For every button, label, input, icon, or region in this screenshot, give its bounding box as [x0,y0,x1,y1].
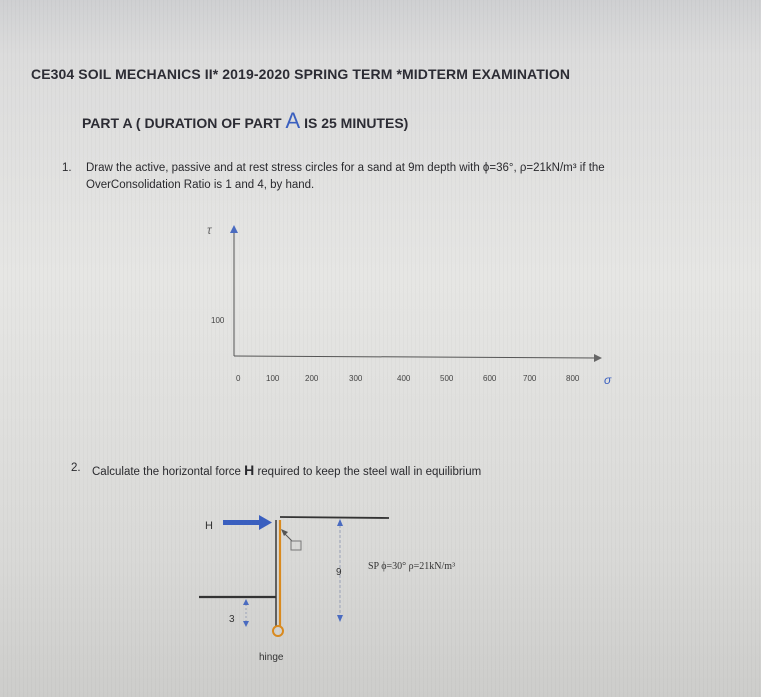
part-title-prefix: PART A ( DURATION OF PART [82,115,286,131]
question-1-text-line-1: Draw the active, passive and at rest stress circles for a sand at 9m depth with ϕ=36°, ρ=21kN/m³ if the [86,162,605,174]
question-2-number: 2. [71,462,81,474]
force-h-arrow-head-icon [259,515,272,530]
hinge-icon [273,626,283,636]
part-letter: A [285,108,301,133]
sigma-tick-600: 600 [483,374,497,383]
depth-3-label: 3 [229,614,235,625]
sigma-tick-800: 800 [566,374,580,383]
question-2-text-after: required to keep the steel wall in equilibrium [254,466,482,478]
sigma-tick-0: 0 [236,374,241,383]
sigma-tick-300: 300 [349,374,363,383]
depth-3-arrow-up-icon [243,599,249,605]
sigma-tick-700: 700 [523,374,537,383]
depth-9-arrow-up-icon [337,519,343,526]
exam-title: CE304 SOIL MECHANICS II* 2019-2020 SPRING TERM *MIDTERM EXAMINATION [31,66,571,82]
annotation-arrow-icon [281,529,288,536]
sigma-axis-label: σ [604,373,612,387]
soil-properties-label: SP ϕ=30° ρ=21kN/m³ [368,561,456,572]
sigma-tick-400: 400 [397,374,411,383]
force-h-label: H [205,520,213,532]
depth-3-arrow-down-icon [243,621,249,627]
question-1-text-line-2: OverConsolidation Ratio is 1 and 4, by hand. [86,179,315,191]
annotation-box-icon [291,541,301,550]
part-title-suffix: IS 25 MINUTES) [300,115,409,131]
sigma-tick-500: 500 [440,374,454,383]
sigma-tick-100: 100 [266,374,280,383]
tau-axis-label: τ [207,223,212,237]
hinge-label: hinge [259,652,284,663]
force-h-arrow-shaft [223,520,261,525]
sigma-tick-200: 200 [305,374,319,383]
depth-9-arrow-down-icon [337,615,343,622]
question-2-text-before: Calculate the horizontal force [92,466,245,478]
question-2-text-bold: H [244,462,255,478]
depth-9-label: 9 [336,567,342,578]
ground-surface-right [280,517,389,518]
tau-tick-100: 100 [211,316,225,325]
question-1-number: 1. [62,162,72,174]
